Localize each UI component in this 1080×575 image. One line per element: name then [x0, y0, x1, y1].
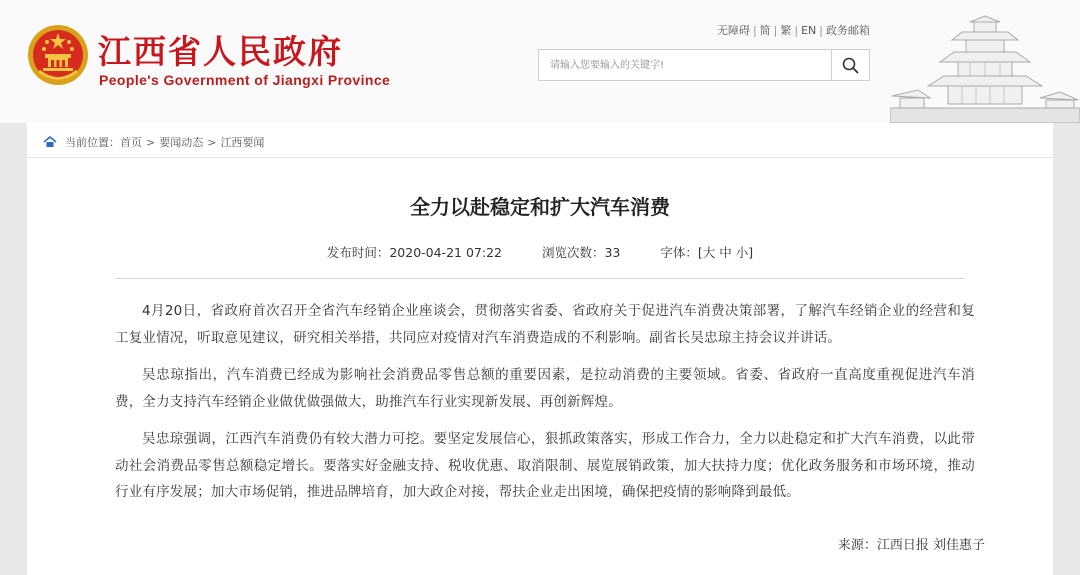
publish-time: 发布时间：2020-04-21 07:22: [326, 245, 502, 260]
home-icon[interactable]: [43, 136, 57, 148]
traditional-chinese-link[interactable]: 繁: [780, 24, 792, 37]
english-link[interactable]: EN: [801, 24, 817, 37]
article-title: 全力以赴稳定和扩大汽车消费: [410, 195, 670, 219]
font-medium-button[interactable]: 中: [719, 245, 732, 260]
breadcrumb-jiangxi-news[interactable]: 江西要闻: [220, 136, 265, 149]
search-icon: [842, 57, 859, 74]
gov-mail-link[interactable]: 政务邮箱: [826, 24, 870, 37]
article-paragraph: 吴忠琼强调，江西汽车消费仍有较大潜力可挖。要坚定发展信心，狠抓政策落实，形成工作合力，全力以赴稳定和扩大汽车消费，以此带动社会消费品零售总额稳定增长。要落实好金融支持、税收优惠、取消限制、展览展销政策，加大扶持力度；优化政务服务和市场环境，推动行业有序发展；加大市场促销，推进品牌培育，加大政企对接，帮扶企业走出困境，确保把疫情的影响降到最低。: [115, 431, 975, 500]
breadcrumb-label: 当前位置：: [65, 136, 120, 149]
font-small-button[interactable]: 小: [735, 245, 749, 260]
link-separator: |: [819, 24, 823, 37]
divider: [115, 278, 965, 279]
site-subtitle: People's Government of Jiangxi Province: [99, 72, 391, 88]
link-separator: |: [752, 24, 757, 37]
site-header: [0, 0, 1080, 123]
search-box: [538, 49, 870, 81]
simplified-chinese-link[interactable]: 简: [759, 24, 771, 37]
breadcrumb: [43, 134, 264, 150]
national-emblem-icon[interactable]: [27, 24, 89, 86]
font-large-button[interactable]: 大: [702, 245, 716, 260]
top-links: [717, 22, 870, 38]
font-size-label: 字体：[: [660, 245, 703, 260]
link-separator: |: [794, 24, 799, 37]
breadcrumb-separator: >: [207, 135, 217, 149]
article-meta: [27, 243, 1053, 261]
article-paragraph: 4月20日，省政府首次召开全省汽车经销企业座谈会，贯彻落实省委、省政府关于促进汽车消费决策部署，了解汽车经销企业的经营和复工复业情况，听取意见建议，研究相关举措，共同应对疫情对汽车消费造成的不利影响。副省长吴忠琼主持会议并讲话。: [115, 303, 975, 346]
article-paragraph: 吴忠琼指出，汽车消费已经成为影响社会消费品零售总额的重要因素，是拉动消费的主要领域。省委、省政府一直高度重视促进汽车消费，全力支持汽车经销企业做优做强做大，助推汽车行业实现新发展、再创新辉煌。: [115, 367, 975, 410]
breadcrumb-separator: >: [146, 135, 156, 149]
article-source: 来源：江西日报 刘佳惠子: [837, 538, 985, 553]
article-body: [115, 298, 975, 517]
accessibility-link[interactable]: 无障碍: [716, 24, 750, 37]
search-button[interactable]: [831, 50, 869, 80]
view-count: 浏览次数：33: [541, 245, 621, 260]
link-separator: |: [773, 24, 778, 37]
breadcrumb-home[interactable]: 首页: [120, 136, 142, 149]
font-size-controls: [660, 243, 753, 261]
font-size-bracket: ]: [748, 245, 754, 260]
pavilion-illustration: [890, 8, 1080, 123]
breadcrumb-news[interactable]: 要闻动态: [159, 136, 204, 149]
article-container: [27, 123, 1053, 575]
site-title[interactable]: 江西省人民政府: [98, 32, 343, 71]
search-input[interactable]: [539, 50, 833, 80]
divider: [27, 157, 1053, 158]
